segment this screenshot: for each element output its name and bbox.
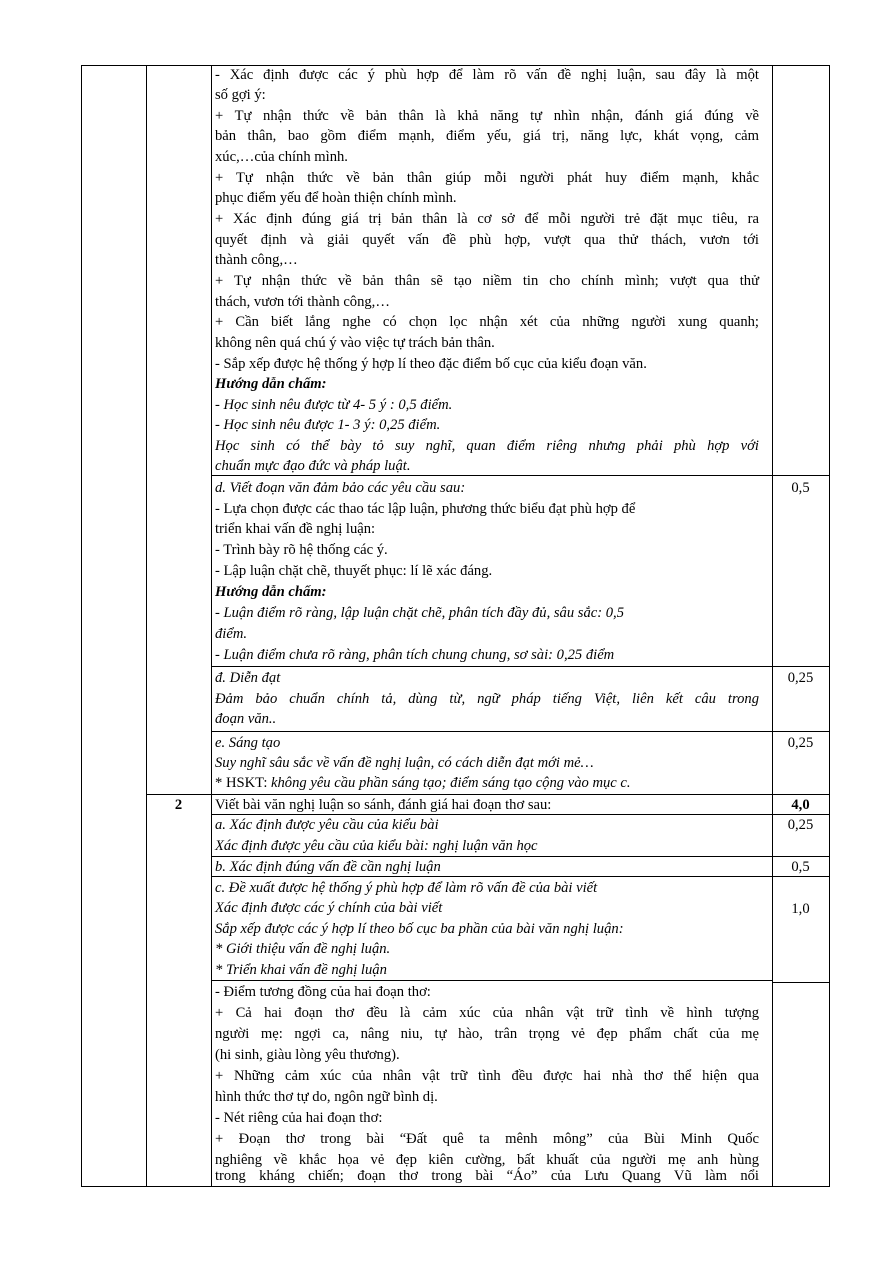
text-line bbox=[215, 773, 631, 793]
text-line: b. Xác định đúng vấn đề cần nghị luận bbox=[215, 859, 441, 875]
hskt-label: * HSKT: bbox=[215, 775, 272, 791]
text-line: - Học sinh nêu được từ 4- 5 ý : 0,5 điểm. bbox=[215, 397, 453, 413]
text-line: c. Đề xuất được hệ thống ý phù hợp để làm rõ vấn đề của bài viết bbox=[215, 880, 598, 896]
score-value: 0,5 bbox=[791, 859, 810, 875]
text-line: + Cả hai đoạn thơ đều là cảm xúc của nhân vật trữ tình về hình tượng bbox=[215, 1005, 759, 1021]
text-line: + Đoạn thơ trong bài “Đất quê ta mênh mông” của Bùi Minh Quốc bbox=[215, 1131, 759, 1147]
text-line: * Giới thiệu vấn đề nghị luận. bbox=[215, 941, 391, 957]
score-value: 1,0 bbox=[791, 901, 810, 917]
text-line: Xác định được các ý chính của bài viết bbox=[215, 900, 443, 916]
question-number: 2 bbox=[174, 797, 183, 813]
text-line: e. Sáng tạo bbox=[215, 735, 281, 751]
text-line: nghiêng về khắc họa vẻ đẹp kiên cường, bất khuất của người mẹ anh hùng bbox=[215, 1152, 759, 1168]
text-line: - Nét riêng của hai đoạn thơ: bbox=[215, 1110, 383, 1126]
text-line: - Điểm tương đồng của hai đoạn thơ: bbox=[215, 984, 431, 1000]
question-title: Viết bài văn nghị luận so sánh, đánh giá hai đoạn thơ sau: bbox=[215, 797, 552, 813]
text-line: + Tự nhận thức về bản thân sẽ tạo niềm tin cho chính mình; vượt qua thử bbox=[215, 273, 759, 289]
text-line: thách, vươn tới thành công,… bbox=[215, 294, 390, 310]
text-line: * Triển khai vấn đề nghị luận bbox=[215, 962, 387, 978]
text-line: (hi sinh, giàu lòng yêu thương). bbox=[215, 1047, 400, 1063]
text-line: - Lựa chọn được các thao tác lập luận, phương thức biểu đạt phù hợp để bbox=[215, 501, 636, 517]
text-line: + Tự nhận thức về bản thân là khả năng tự nhìn nhận, đánh giá đúng về bbox=[215, 108, 759, 124]
text-line: người mẹ: ngợi ca, nâng niu, tự hào, trân trọng vẻ đẹp phẩm chất của mẹ bbox=[215, 1026, 759, 1042]
text-line: - Luận điểm rõ ràng, lập luận chặt chẽ, phân tích đầy đủ, sâu sắc: 0,5 bbox=[215, 605, 624, 621]
text-line: - Xác định được các ý phù hợp để làm rõ vấn đề nghị luận, sau đây là một bbox=[215, 67, 759, 83]
text-line: Sắp xếp được các ý hợp lí theo bố cục ba phần của bài văn nghị luận: bbox=[215, 921, 624, 937]
text-line: xúc,…của chính mình. bbox=[215, 149, 348, 165]
text-line: điểm. bbox=[215, 626, 248, 642]
text-line: Suy nghĩ sâu sắc về vấn đề nghị luận, có cách diễn đạt mới mẻ… bbox=[215, 755, 594, 771]
text-line: Học sinh có thể bày tỏ suy nghĩ, quan điểm riêng nhưng phải phù hợp với bbox=[215, 438, 759, 454]
grading-guide-heading: Hướng dẫn chấm: bbox=[215, 584, 327, 600]
text-line: triển khai vấn đề nghị luận: bbox=[215, 521, 376, 537]
text-line: - Trình bày rõ hệ thống các ý. bbox=[215, 542, 388, 558]
text-line: đ. Diễn đạt bbox=[215, 670, 281, 686]
text-line: không nên quá chú ý vào việc tự trách bản thân. bbox=[215, 335, 495, 351]
text-line: - Sắp xếp được hệ thống ý hợp lí theo đặc điểm bố cục của kiểu đoạn văn. bbox=[215, 356, 647, 372]
text-line: thành công,… bbox=[215, 252, 298, 268]
text-line: + Xác định đúng giá trị bản thân là cơ sở để mỗi người trẻ đặt mục tiêu, ra bbox=[215, 211, 759, 227]
text-line: quyết định và giải quyết vấn đề phù hợp, vượt qua thử thách, vươn tới bbox=[215, 232, 759, 248]
grading-guide-heading: Hướng dẫn chấm: bbox=[215, 376, 327, 392]
text-line: d. Viết đoạn văn đảm bảo các yêu cầu sau: bbox=[215, 480, 466, 496]
score-value: 0,5 bbox=[791, 480, 810, 496]
text-line: đoạn văn.. bbox=[215, 711, 277, 727]
hskt-note: không yêu cầu phần sáng tạo; điểm sáng tạo cộng vào mục c. bbox=[271, 775, 631, 791]
text-line: + Cần biết lắng nghe có chọn lọc nhận xét của những người xung quanh; bbox=[215, 314, 759, 330]
text-line: bản thân, bao gồm điểm mạnh, điểm yếu, giá trị, năng lực, khát vọng, cảm bbox=[215, 128, 759, 144]
text-line: + Những cảm xúc của nhân vật trữ tình đều được hai nhà thơ thể hiện qua bbox=[215, 1068, 759, 1084]
text-line: số gợi ý: bbox=[215, 87, 266, 103]
score-value: 0,25 bbox=[787, 817, 814, 833]
text-line: - Lập luận chặt chẽ, thuyết phục: lí lẽ xác đáng. bbox=[215, 563, 493, 579]
text-line: + Tự nhận thức về bản thân giúp mỗi người phát huy điểm mạnh, khắc bbox=[215, 170, 759, 186]
text-line: a. Xác định được yêu cầu của kiểu bài bbox=[215, 817, 439, 833]
text-line: hình thức thơ tự do, ngôn ngữ bình dị. bbox=[215, 1089, 438, 1105]
text-line: - Luận điểm chưa rõ ràng, phân tích chung chung, sơ sài: 0,25 điểm bbox=[215, 647, 615, 663]
text-line: - Học sinh nêu được 1- 3 ý: 0,25 điểm. bbox=[215, 417, 441, 433]
text-line: phục điểm yếu để hoàn thiện chính mình. bbox=[215, 190, 457, 206]
question-total-score: 4,0 bbox=[791, 797, 810, 813]
score-value: 0,25 bbox=[787, 670, 814, 686]
text-line: Xác định được yêu cầu của kiểu bài: nghị luận văn học bbox=[215, 838, 538, 854]
text-line: Đảm bảo chuẩn chính tả, dùng từ, ngữ pháp tiếng Việt, liên kết câu trong bbox=[215, 691, 759, 707]
text-line: chuẩn mực đạo đức và pháp luật. bbox=[215, 458, 411, 474]
text-line: trong kháng chiến; đoạn thơ trong bài “Áo” của Lưu Quang Vũ làm nổi bbox=[215, 1168, 759, 1184]
score-value: 0,25 bbox=[787, 735, 814, 751]
